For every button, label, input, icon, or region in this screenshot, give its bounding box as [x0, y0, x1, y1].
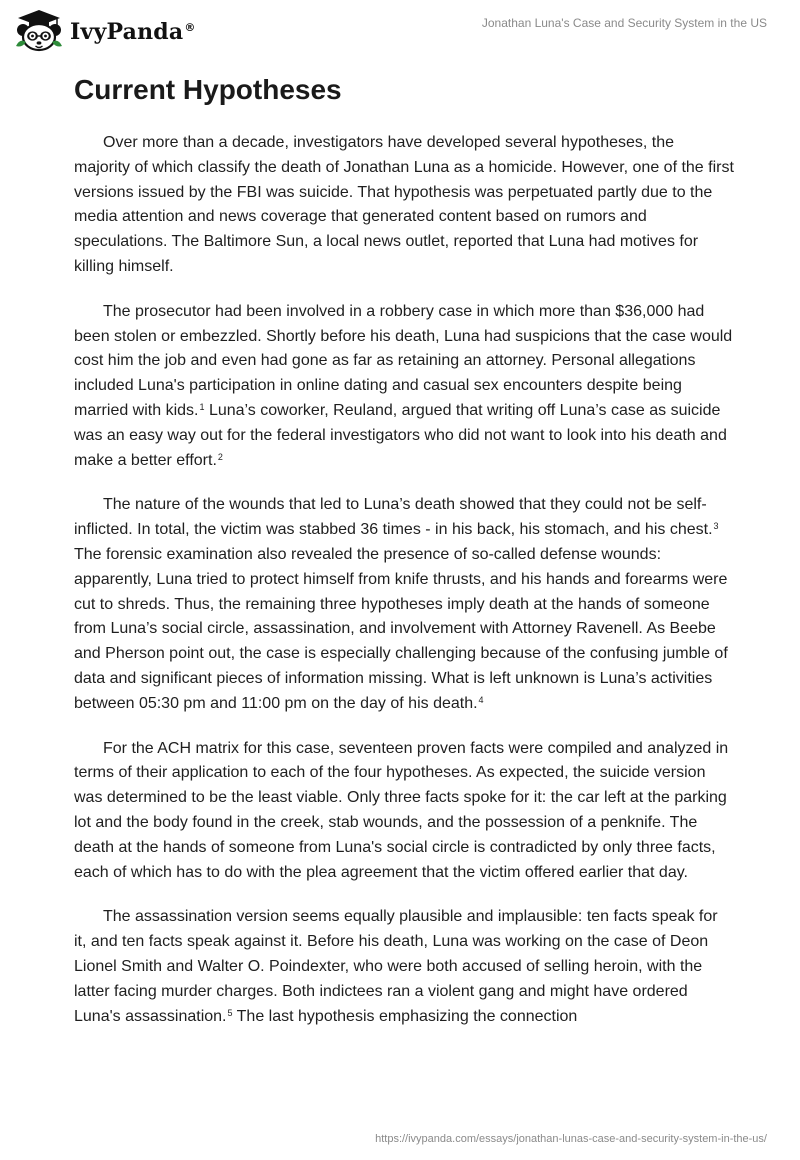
paragraph-text: The forensic examination also revealed the presence of so-called defense wounds: apparently, Luna tried to protect himself from knife thrusts, and his hands and forearms were cut to shreds. Thus, the remaining three hypotheses imply death at the hands of someone from Luna’s social circle, assassination, and involvement with Attorney Ravenell. As Beebe and Pherson point out, the case is especially challenging because of the confusing jumble of data and significant pieces of information missing. What is left unknown is Luna’s activities between 05:30 pm and 11:00 pm on the day of his death. [74, 545, 728, 712]
paragraph-text: For the ACH matrix for this case, seventeen proven facts were compiled and analyzed in terms of their application to each of the four hypotheses. As expected, the suicide version was determined to be the least viable. Only three facts spoke for it: the car left at the parking lot and the body found in the creek, stab wounds, and the possession of a penknife. The death at the hands of someone from Luna's social circle is contradicted by only three facts, each of which has to do with the plea agreement that the victim offered earlier that day. [74, 739, 729, 881]
paragraph-text: The prosecutor had been involved in a robbery case in which more than $36,000 had been stolen or embezzled. Shortly before his death, Luna had suspicions that the case would cost him the job and even had gone as far as retaining an attorney. Personal allegations included Luna's participation in online dating and casual sex encounters despite being married with kids. [74, 302, 733, 419]
panda-graduate-icon [14, 8, 64, 52]
source-url[interactable]: https://ivypanda.com/essays/jonathan-lunas-case-and-security-system-in-the-us/ [375, 1133, 767, 1145]
brand-registered-mark: ® [184, 21, 196, 34]
section-heading: Current Hypotheses [74, 74, 342, 105]
paragraph-text: Luna’s coworker, Reuland, argued that writing off Luna’s case as suicide was an easy way out for the federal investigators who did not want to look into his death and make a better effort. [74, 401, 727, 469]
paragraph [74, 131, 734, 280]
paragraph-text: The assassination version seems equally plausible and implausible: ten facts speak for it, and ten facts speak against it. Before his death, Luna was working on the case of Deon Lionel Smith and Walter O. Poindexter, who were both accused of selling heroin, with the latter facing murder charges. Both indictees ran a violent gang and might have ordered Luna's assassination. [74, 908, 718, 1025]
page-header [0, 0, 800, 60]
footnote-ref[interactable]: 3 [713, 521, 719, 532]
footnote-ref[interactable]: 5 [227, 1007, 233, 1018]
brand-logo[interactable] [14, 8, 196, 52]
footnote-ref[interactable]: 2 [217, 451, 223, 462]
paragraph-text: The last hypothesis emphasizing the connection [232, 1007, 578, 1025]
paragraph [74, 300, 734, 474]
paragraph [74, 493, 734, 716]
brand-name: IvyPanda® [70, 19, 196, 45]
footnote-ref[interactable]: 1 [199, 401, 205, 412]
paragraph-text: Over more than a decade, investigators have developed several hypotheses, the majority of which classify the death of Jonathan Luna as a homicide. However, one of the first versions issued by the FBI was suicide. That hypothesis was perpetuated partly due to the media attention and news coverage that generated content based on rumors and speculations. The Baltimore Sun, a local news outlet, reported that Luna had motives for killing himself. [74, 134, 734, 275]
paragraph [74, 905, 734, 1029]
paragraph [74, 737, 734, 886]
paragraph-text: The nature of the wounds that led to Luna’s death showed that they could not be self-inflicted. In total, the victim was stabbed 36 times - in his back, his stomach, and his chest. [74, 496, 713, 539]
footnote-ref[interactable]: 4 [478, 694, 484, 705]
essay-body [74, 131, 734, 1049]
document-title: Jonathan Luna's Case and Security System in the US [481, 16, 767, 30]
